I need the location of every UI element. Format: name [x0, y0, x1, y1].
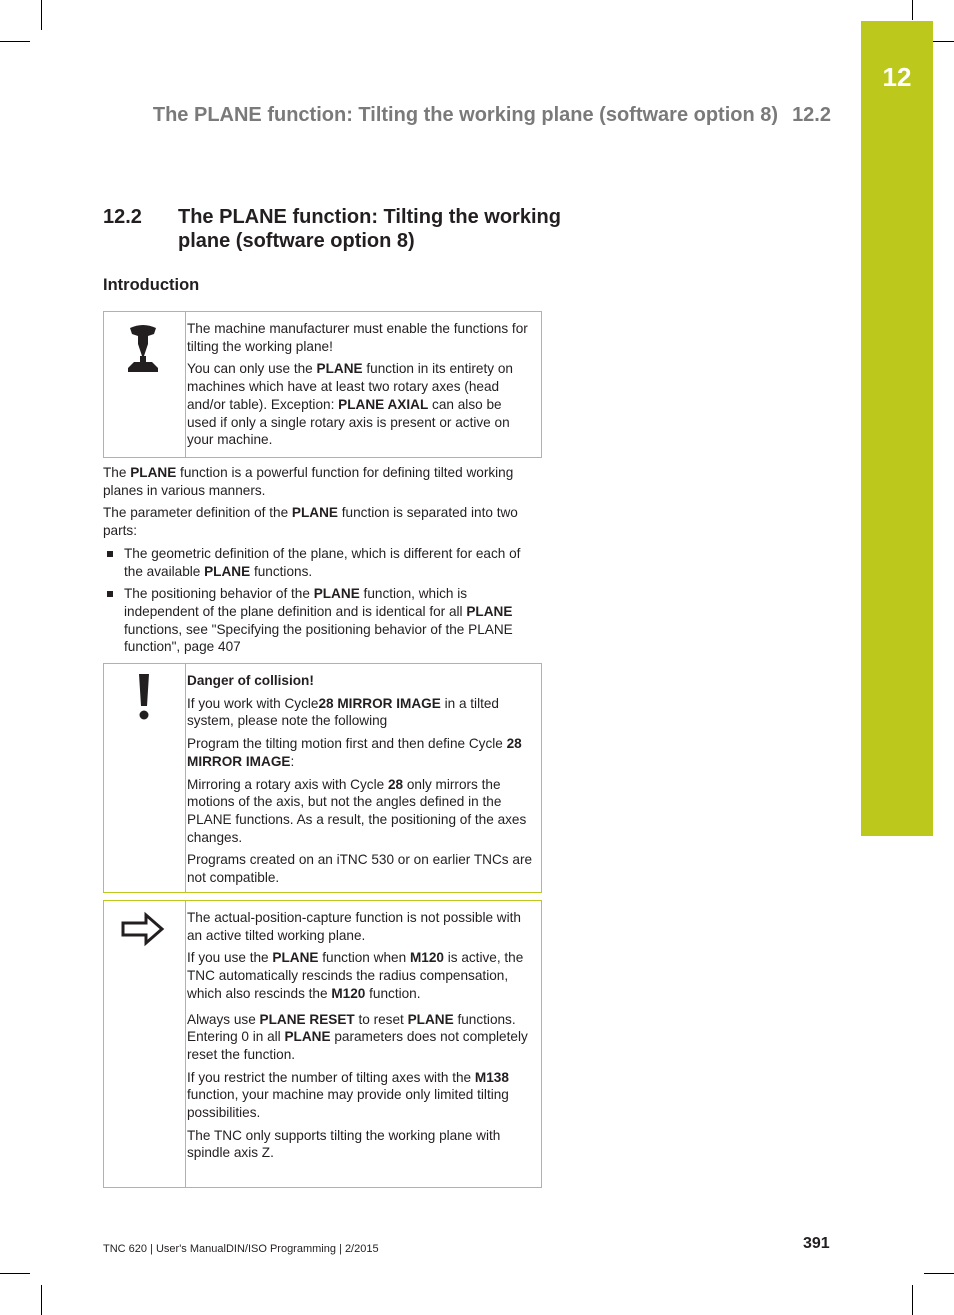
section-title: The PLANE function: Tilting the working plane (software option 8): [178, 206, 561, 252]
running-header-title: The PLANE function: Tilting the working plane (software option 8): [152, 104, 779, 126]
bullet-icon: [107, 551, 113, 557]
note-text: Always use PLANE RESET to reset PLANE functions. Entering 0 in all PLANE parameters does not completely reset the function.: [187, 1011, 528, 1062]
page-number: 391: [803, 1235, 830, 1252]
crop-mark: [0, 1273, 30, 1274]
note-text: The machine manufacturer must enable the functions for tilting the working plane!: [187, 321, 528, 354]
bullet-icon: [107, 591, 113, 597]
box-divider: [185, 901, 186, 1187]
tip-note-box: [103, 900, 542, 1188]
machine-icon: [124, 324, 162, 381]
paragraph: The PLANE function is a powerful function for defining tilted working planes in various manners.: [103, 465, 514, 498]
note-text: If you use the PLANE function when M120 is active, the TNC automatically rescinds the radius compensation, which also rescinds the M120 function.: [187, 950, 524, 1001]
subsection-heading: Introduction: [103, 276, 200, 294]
machine-note-box: [103, 311, 542, 458]
running-header-section: 12.2: [792, 104, 831, 126]
list-item: The geometric definition of the plane, which is different for each of the available PLANE functions.: [103, 545, 543, 580]
crop-mark: [41, 1285, 42, 1315]
running-header: [153, 104, 831, 127]
footer-text: TNC 620 | User's ManualDIN/ISO Programming | 2/2015: [103, 1243, 379, 1255]
box-divider: [185, 312, 186, 457]
exclamation-icon: [136, 674, 152, 727]
crop-mark: [924, 1273, 954, 1274]
section-heading: [103, 205, 563, 253]
chapter-tab: [861, 21, 933, 836]
note-text: Program the tilting motion first and then define Cycle 28 MIRROR IMAGE:: [187, 736, 522, 769]
box-divider: [185, 664, 186, 892]
note-text: The TNC only supports tilting the working plane with spindle axis Z.: [187, 1127, 501, 1161]
arrow-right-icon: [120, 911, 166, 952]
note-text: Mirroring a rotary axis with Cycle 28 only mirrors the motions of the axis, but not the angles defined in the PLANE functions. As a result, the positioning of the axes changes.: [187, 776, 527, 845]
crop-mark: [0, 41, 30, 42]
crop-mark: [41, 0, 42, 30]
danger-note-box: [103, 663, 542, 893]
note-text: Programs created on an iTNC 530 or on earlier TNCs are not compatible.: [187, 852, 533, 886]
note-text: The actual-position-capture function is not possible with an active tilted working plane.: [187, 910, 521, 943]
section-number: 12.2: [103, 206, 142, 228]
crop-mark: [912, 1285, 913, 1315]
note-text: If you work with Cycle28 MIRROR IMAGE in a tilted system, please note the following: [187, 695, 499, 729]
chapter-number: 12: [882, 62, 912, 92]
list-item: The positioning behavior of the PLANE function, which is independent of the plane definition and is identical for all PLANE functions, see "Specifying the positioning behavior of the PLANE function", page 407: [103, 585, 543, 656]
note-heading: Danger of collision!: [187, 673, 314, 688]
note-text: You can only use the PLANE function in its entirety on machines which have at least two rotary axes (head and/or table). Exception: PLANE AXIAL can also be used if only a single rotary axis is present or active on your machine.: [187, 361, 513, 448]
paragraph: The parameter definition of the PLANE function is separated into two parts:: [103, 505, 518, 539]
note-text: If you restrict the number of tilting axes with the M138 function, your machine may provide only limited tilting possibilities.: [187, 1069, 509, 1121]
crop-mark: [912, 0, 913, 20]
intro-text: [103, 464, 543, 661]
